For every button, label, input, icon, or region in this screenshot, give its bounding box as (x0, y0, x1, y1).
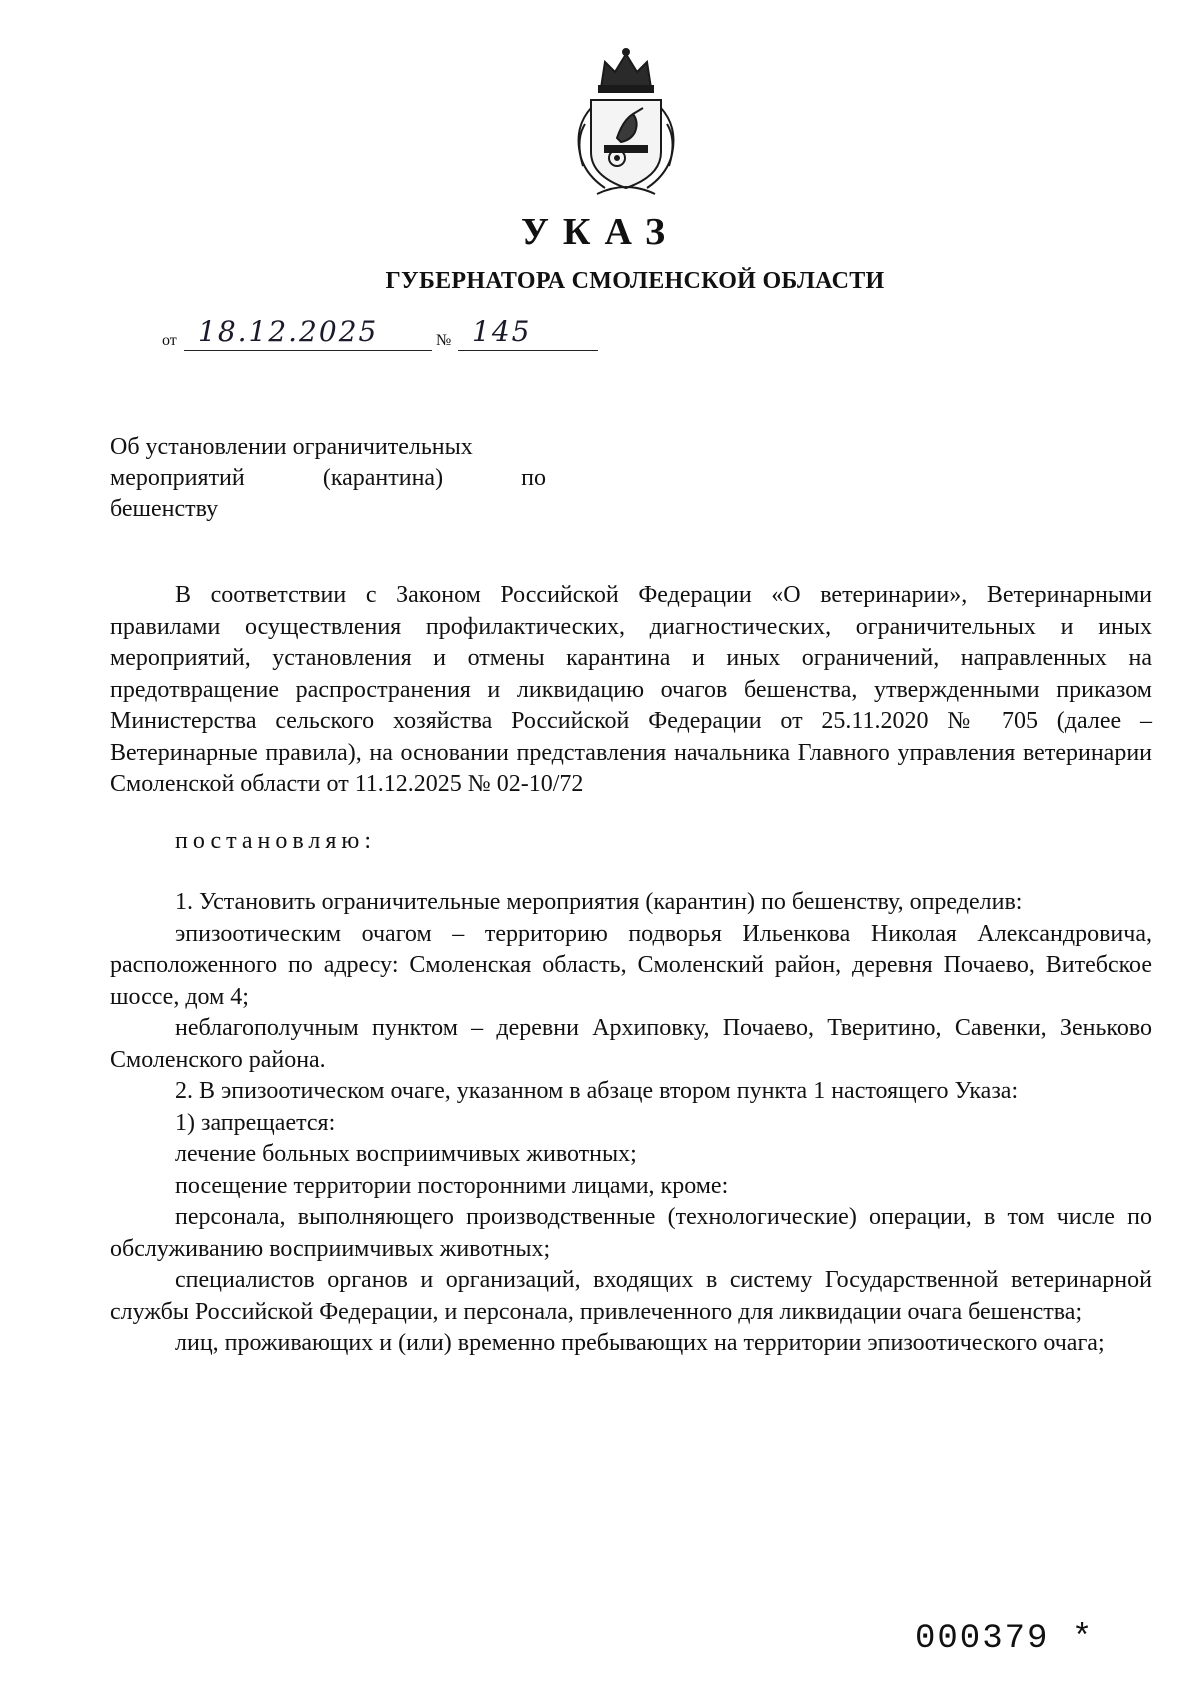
coat-of-arms-icon (561, 48, 691, 198)
subject-line: Об установлении ограничительных (110, 434, 473, 460)
number-field (458, 315, 598, 351)
body-paragraph: 1. Установить ограничительные мероприятия (карантин) по бешенству, определив: (175, 889, 1023, 915)
date-field (184, 315, 432, 351)
document-title: УКАЗ (521, 211, 679, 253)
body-paragraph: 2. В эпизоотическом очаге, указанном в абзаце втором пункта 1 настоящего Указа: (175, 1078, 1019, 1104)
date-value: 18.12.2025 (198, 315, 379, 348)
decree-word: постановляю: (175, 827, 376, 854)
body-paragraph: посещение территории посторонними лицами, кроме: (175, 1172, 729, 1199)
body-paragraph: специалистов органов и организаций, входящих в систему Государственной ветеринарной службы Российской Федерации, и персонала, привлеченного для ликвидации очага бешенства; (110, 1267, 1152, 1325)
subject-line: мероприятий (карантина) по (110, 465, 546, 491)
body-paragraph: лечение больных восприимчивых животных; (175, 1141, 637, 1167)
preamble-paragraph: В соответствии с Законом Российской Федерации «О ветеринарии», Ветеринарными правилами осуществления профилактических, диагностических, ограничительных и иных мероприятий, установления и отмены карантина и иных ограничений, направленных на предотвращение распространения и ликвидацию очагов бешенства, утвержденными приказом Министерства сельского хозяйства Российской Федерации от 25.11.2020 № 705 (далее – Ветеринарные правила), на основании представления начальника Главного управления ветеринарии Смоленской области от 11.12.2025 № 02-10/72 (110, 582, 1152, 797)
body-paragraph: неблагополучным пунктом – деревни Архиповку, Почаево, Тверитино, Савенки, Зеньково Смоленского района. (110, 1015, 1152, 1073)
decree-subject (110, 432, 546, 525)
document-issuer: ГУБЕРНАТОРА СМОЛЕНСКОЙ ОБЛАСТИ (385, 268, 885, 294)
serial-number: 000379 * (915, 1620, 1095, 1658)
number-label: № (436, 332, 452, 349)
body-paragraph: персонала, выполняющего производственные (технологические) операции, в том числе по обслуживанию восприимчивых животных; (110, 1204, 1152, 1262)
subject-line: бешенству (110, 496, 219, 522)
body-paragraph: 1) запрещается: (175, 1109, 336, 1136)
body-paragraph: эпизоотическим очагом – территорию подворья Ильенкова Николая Александровича, расположенного по адресу: Смоленская область, Смоленский район, деревня Почаево, Витебское шоссе, дом 4; (110, 920, 1152, 1010)
date-number-line (162, 315, 602, 354)
decree-body (110, 580, 1152, 1360)
date-label: от (162, 332, 177, 349)
number-value: 145 (472, 315, 532, 348)
body-paragraph: лиц, проживающих и (или) временно пребывающих на территории эпизоотического очага; (175, 1330, 1105, 1356)
